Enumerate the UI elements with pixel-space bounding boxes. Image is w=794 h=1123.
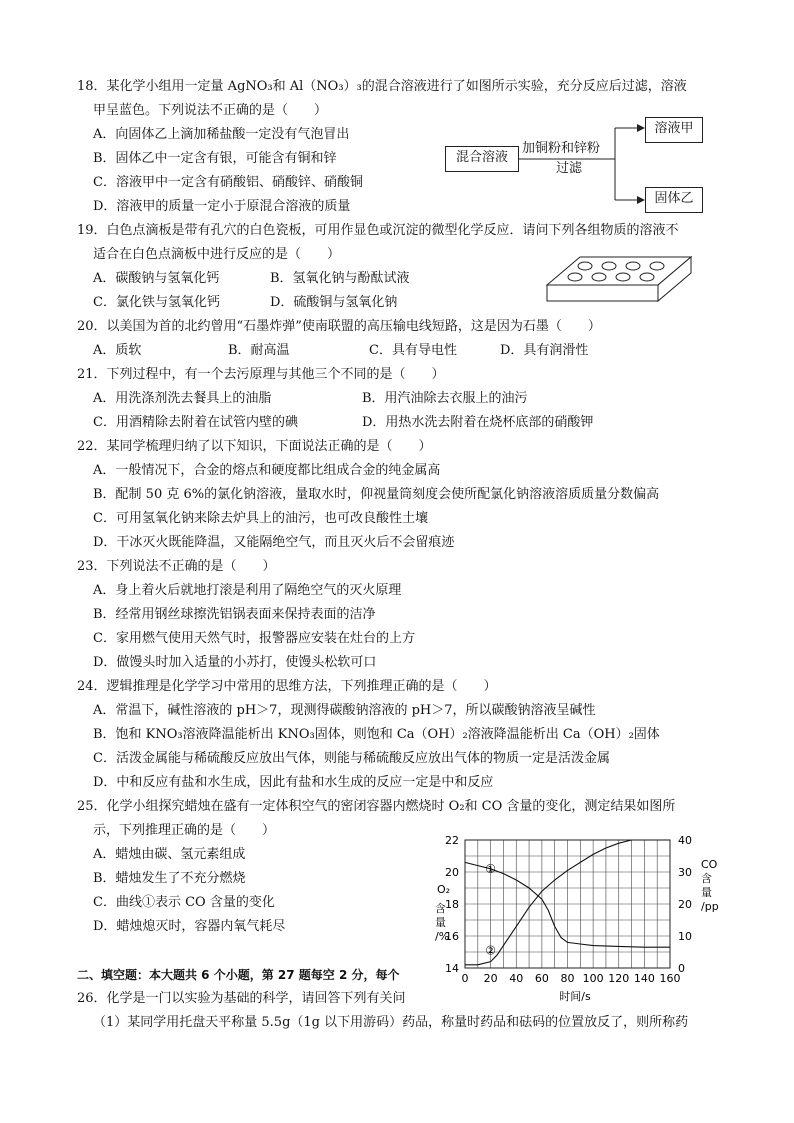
curve-marker-1: ①: [485, 861, 497, 876]
left-tick-label: 22: [445, 834, 459, 847]
q21-option-b: B．用汽油除去衣服上的油污: [362, 391, 528, 406]
right-axis-label-part: 量: [701, 886, 712, 899]
right-tick-label: 10: [678, 930, 692, 943]
right-axis-label-part: /pp: [701, 900, 719, 913]
q24-stem: 24．逻辑推理是化学学习中常用的思维方法，下列推理正确的是（ ）: [77, 679, 497, 694]
diagram-solution-a-box: 溶液甲: [645, 117, 703, 143]
x-tick-label: 160: [659, 972, 681, 985]
left-axis-label-part: 量: [435, 916, 446, 929]
right-axis-label-part: 含: [701, 872, 712, 885]
x-tick-label: 60: [534, 972, 549, 985]
q20-option-c: C．具有导电性: [369, 343, 457, 358]
q25-option-c: C．曲线①表示 CO 含量的变化: [93, 895, 275, 910]
q22-option-a: A．一般情况下，合金的熔点和硬度都比组成合金的纯金属高: [93, 463, 441, 478]
q19-stem-line1: 19．白色点滴板是带有孔穴的白色瓷板，可用作显色或沉淀的微型化学反应．请问下列各组物质的溶液不: [77, 223, 679, 238]
curve-marker-2: ②: [485, 943, 497, 958]
x-tick-label: 0: [461, 972, 469, 985]
q24-option-d: D．中和反应有盐和水生成，因此有盐和水生成的反应一定是中和反应: [93, 775, 494, 790]
q22-option-c: C．可用氢氧化钠来除去炉具上的油污，也可改良酸性土壤: [93, 511, 428, 526]
chart-left-ticks: [445, 834, 459, 975]
q22-stem: 22．某同学梳理归纳了以下知识，下面说法正确的是（ ）: [77, 439, 432, 454]
diagram-filter-label: 过滤: [556, 161, 583, 176]
right-axis-label-part: CO: [701, 858, 718, 871]
q21-option-d: D．用热水洗去附着在烧杯底部的硝酸钾: [362, 415, 594, 430]
q24-option-a: A．常温下，碱性溶液的 pH＞7，现测得碳酸钠溶液的 pH＞7，所以碳酸钠溶液呈碱性: [93, 703, 596, 718]
q23-stem: 23．下列说法不正确的是（ ）: [77, 559, 276, 574]
x-axis-label: 时间/s: [559, 990, 591, 1003]
x-tick-label: 100: [582, 972, 604, 985]
q21-option-a: A．用洗涤剂洗去餐具上的油脂: [93, 391, 272, 406]
q23-option-c: C．家用燃气使用天然气时，报警器应安装在灶台的上方: [93, 631, 415, 646]
q19-option-c: C．氯化铁与氢氧化钙: [93, 295, 220, 310]
q18-option-a: A．向固体乙上滴加稀盐酸一定没有气泡冒出: [93, 127, 350, 142]
x-tick-label: 80: [560, 972, 575, 985]
left-axis-label-o2: O₂: [437, 883, 451, 896]
left-tick-label: 20: [445, 866, 459, 879]
x-tick-label: 120: [608, 972, 630, 985]
q21-stem: 21．下列过程中，有一个去污原理与其他三个不同的是（ ）: [77, 367, 445, 382]
left-tick-label: 14: [445, 962, 459, 975]
o2-co-chart: [425, 828, 725, 1004]
q22-option-b: B．配制 50 克 6%的氯化钠溶液，量取水时，仰视量筒刻度会使所配氯化钠溶液溶质质量分数偏高: [93, 487, 660, 502]
q20-option-a: A．质软: [93, 343, 142, 358]
q20-stem: 20．以美国为首的北约曾用“石墨炸弹”使南联盟的高压输电线短路，这是因为石墨（ ）: [77, 319, 601, 334]
q18-stem-line2: 甲呈蓝色。下列说法不正确的是（ ）: [93, 103, 328, 118]
q19-option-b: B．氢氧化钠与酚酞试液: [270, 271, 410, 286]
right-tick-label: 0: [678, 962, 685, 975]
q20-option-b: B．耐高温: [228, 343, 290, 358]
q18-option-b: B．固体乙中一定含有银，可能含有铜和锌: [93, 151, 337, 166]
q25-option-a: A．蜡烛由碳、氢元素组成: [93, 847, 246, 862]
q24-option-b: B．饱和 KNO₃溶液降温能析出 KNO₃固体，则饱和 Ca（OH）₂溶液降温能析出 Ca（OH）₂固体: [93, 727, 660, 742]
diagram-arrows: [515, 120, 650, 210]
section-2-heading: 二、填空题：本大题共 6 个小题，第 27 题每空 2 分，每个: [77, 968, 400, 982]
q25-stem-line2: 示，下列推理正确的是（ ）: [93, 823, 276, 838]
diagram-reagent-label: 加铜粉和锌粉: [522, 141, 601, 156]
q19-stem-line2: 适合在白色点滴板中进行反应的是（ ）: [93, 247, 341, 262]
q25-option-d: D．蜡烛熄灭时，容器内氧气耗尽: [93, 919, 286, 934]
q23-option-d: D．做馒头时加入适量的小苏打，使馒头松软可口: [93, 655, 377, 670]
chart-right-ticks: [678, 834, 692, 975]
left-axis-label-part: 含: [435, 902, 446, 915]
q24-option-c: C．活泼金属能与稀硫酸反应放出气体，则能与稀硫酸反应放出气体的物质一定是活泼金属: [93, 751, 610, 766]
q22-option-d: D．干冰灭火既能降温，又能隔绝空气，而且灭火后不会留痕迹: [93, 535, 455, 550]
x-tick-label: 40: [509, 972, 524, 985]
diagram-mixed-solution-box: 混合溶液: [445, 146, 519, 172]
q19-option-d: D．硫酸铜与氢氧化钠: [270, 295, 398, 310]
q26-stem: 26．化学是一门以实验为基础的科学，请回答下列有关问: [77, 991, 406, 1006]
chart-x-ticks: [462, 972, 681, 985]
q18-option-c: C．溶液甲中一定含有硝酸铝、硝酸锌、硝酸铜: [93, 175, 363, 190]
q18-option-d: D．溶液甲的质量一定小于原混合溶液的质量: [93, 199, 351, 214]
right-tick-label: 20: [678, 898, 692, 911]
q20-option-d: D．具有润滑性: [500, 343, 589, 358]
q18-stem-line1: 18．某化学小组用一定量 AgNO₃和 Al（NO₃）₃的混合溶液进行了如图所示实验，充分反应后过滤，溶液: [77, 79, 687, 94]
q25-stem-line1: 25．化学小组探究蜡烛在盛有一定体积空气的密闭容器内燃烧时 O₂和 CO 含量的变化，测定结果如图所: [77, 799, 676, 814]
q26-sub1: （1）某同学用托盘天平称量 5.5g（1g 以下用游码）药品，称量时药品和砝码的位置放反了，则所称药: [93, 1015, 689, 1030]
right-tick-label: 30: [678, 866, 692, 879]
left-tick-label: 16: [445, 930, 459, 943]
left-tick-label: 18: [445, 898, 459, 911]
diagram-solid-b-box: 固体乙: [645, 187, 703, 213]
spot-plate-illustration: [545, 253, 695, 305]
right-tick-label: 40: [678, 834, 692, 847]
q21-option-c: C．用酒精除去附着在试管内壁的碘: [93, 415, 298, 430]
q23-option-b: B．经常用钢丝球擦洗铝锅表面来保持表面的洁净: [93, 607, 376, 622]
q19-option-a: A．碳酸钠与氢氧化钙: [93, 271, 220, 286]
left-axis-label-part: /%: [435, 930, 450, 943]
x-tick-label: 20: [483, 972, 498, 985]
x-tick-label: 140: [633, 972, 655, 985]
q23-option-a: A．身上着火后就地打滚是利用了隔绝空气的灭火原理: [93, 583, 402, 598]
q25-option-b: B．蜡烛发生了不充分燃烧: [93, 871, 246, 886]
